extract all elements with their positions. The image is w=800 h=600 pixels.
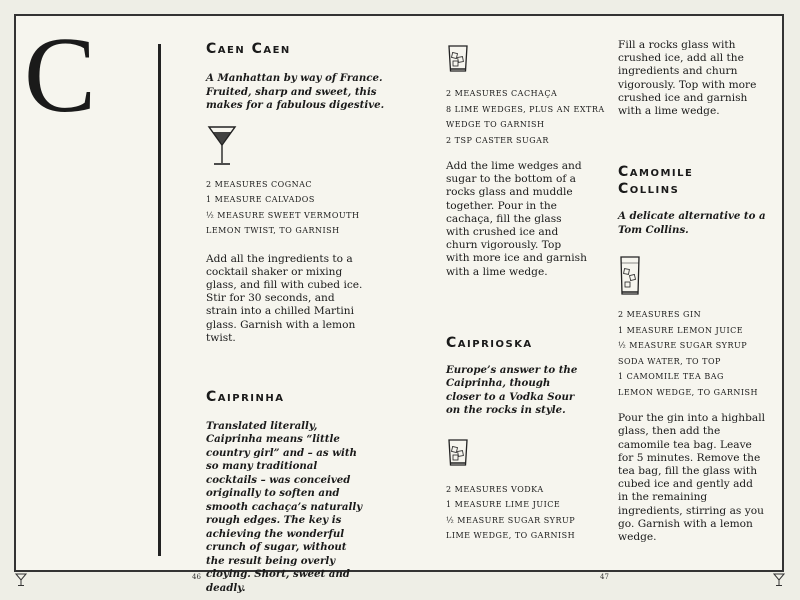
ingredient: 2 MEASURES COGNAC — [206, 179, 313, 189]
recipe-title-caiprinha: Caiprinha — [206, 388, 285, 405]
ingredient-list-camomile-collins — [618, 307, 768, 400]
ingredient: 2 TSP CASTER SUGAR — [446, 135, 549, 145]
rocks-glass-icon — [446, 438, 470, 468]
martini-glass-icon — [773, 573, 785, 587]
martini-glass-icon — [207, 123, 237, 169]
page-number-left: 46 — [192, 573, 201, 581]
recipe-description-camomile-collins: A delicate alternative to a Tom Collins. — [618, 210, 766, 236]
ingredient: ½ MEASURE SUGAR SYRUP — [446, 515, 576, 525]
ingredient: 2 MEASURES CACHAÇA — [446, 89, 558, 98]
highball-glass-icon — [618, 255, 642, 297]
ingredient: 1 CAMOMILE TEA BAG — [618, 372, 724, 382]
recipe-method-caiprioska: Fill a rocks glass with crushed ice, add all the ingredients and churn vigorously. Top with more crushed ice and garnish with a lime wedge. — [618, 39, 757, 118]
recipe-description-caen-caen: A Manhattan by way of France. Fruited, sharp and sweet, this makes for a fabulous digestive. — [206, 72, 385, 111]
ingredient: 2 MEASURES GIN — [618, 310, 702, 320]
ingredient-list-caen-caen — [206, 177, 386, 239]
rocks-glass-icon — [446, 44, 470, 74]
ingredient: 1 MEASURE LIME JUICE — [446, 500, 561, 510]
recipe-method-caen-caen: Add all the ingredients to a cocktail shaker or mixing glass, and fill with cubed ice. Stir for 30 seconds, and strain into a chilled Martini glass. Garnish with a lemon twist. — [206, 252, 363, 344]
ingredient: 2 MEASURES VODKA — [446, 484, 544, 494]
ingredient: LEMON TWIST, TO GARNISH — [206, 226, 340, 235]
recipe-title-caiprioska: Caiprioska — [446, 334, 533, 351]
recipe-description-caiprinha: Translated literally, Caiprinha means “little country girl” and – as with so many traditional cocktails – was conceived originally to soften and smooth cachaça’s naturally rough edges. The key is achieving the wonderful crunch of sugar, without the result being overly cloying. Short, sweet and deadly. — [206, 419, 363, 594]
section-letter: C — [24, 16, 97, 135]
recipe-method-caiprinha: Add the lime wedges and sugar to the bottom of a rocks glass and muddle together. Pour in the cachaça, fill the glass with crushed ice and churn vigorously. Top with more ice and garnish with a lime wedge. — [446, 160, 587, 278]
ingredient: LEMON WEDGE, TO GARNISH — [618, 387, 758, 397]
ingredient: SODA WATER, TO TOP — [618, 356, 721, 366]
ingredient: 8 LIME WEDGES, PLUS AN EXTRA WEDGE TO GARNISH — [446, 104, 605, 129]
recipe-title-camomile-collins: Camomile Collins — [618, 164, 694, 198]
column-1 — [206, 41, 386, 595]
ingredient: ½ MEASURE SWEET VERMOUTH — [206, 210, 360, 220]
ingredient: 1 MEASURE LEMON JUICE — [618, 325, 744, 335]
ingredient: ½ MEASURE SUGAR SYRUP — [618, 341, 748, 351]
column-3 — [618, 39, 768, 544]
martini-glass-icon — [15, 573, 27, 587]
recipe-method-camomile-collins: Pour the gin into a highball glass, then add the camomile tea bag. Leave for 5 minutes. Remove the tea bag, fill the glass with cubed ice and gently add in the remaining ingredients, stirring as you go. Garnish with a lemon wedge. — [618, 412, 765, 544]
vertical-divider — [158, 44, 161, 556]
ingredient-list-caiprioska — [446, 482, 606, 544]
recipe-description-caiprioska: Europe’s answer to the Caiprinha, though closer to a Vodka Sour on the rocks in style. — [446, 363, 578, 417]
page-number-right: 47 — [600, 573, 609, 581]
ingredient-list-caiprinha — [446, 86, 606, 148]
ingredient: LIME WEDGE, TO GARNISH — [446, 531, 576, 541]
recipe-title-caen-caen: Caen Caen — [206, 41, 291, 57]
ingredient: 1 MEASURE CALVADOS — [206, 195, 315, 204]
column-2 — [446, 44, 606, 544]
